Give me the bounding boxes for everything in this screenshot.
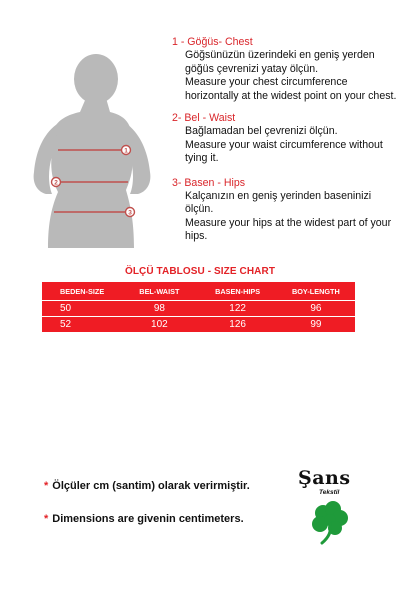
hips-heading: 3- Basen - Hips	[172, 176, 246, 189]
note-asterisk: *	[44, 480, 49, 492]
chest-instruction-tr: Göğsünüzün üzerindeki en geniş yerden göğüs çevrenizi yatay ölçün.	[185, 49, 375, 75]
hips-instruction-en: Measure your hips at the widest part of your hips.	[185, 216, 392, 243]
marker-2	[52, 178, 61, 187]
header-length: BOY-LENGTH	[277, 282, 355, 301]
cell-waist: 98	[153, 303, 165, 314]
header-size: BEDEN-SIZE	[42, 282, 120, 301]
cell-hips: 126	[199, 317, 277, 333]
silhouette-body	[48, 98, 134, 248]
svg-text:3: 3	[128, 209, 132, 217]
brand-logo-word: Şans	[298, 467, 351, 489]
cell-length: 96	[310, 303, 322, 314]
chest-heading: 1 - Göğüs- Chest	[172, 36, 253, 48]
size-chart-table	[42, 282, 355, 332]
cell-size: 50	[60, 303, 72, 314]
table-row	[42, 317, 355, 333]
clover-icon	[308, 500, 354, 546]
chest-instruction-en: Measure your chest circumference horizontally at the widest point on your chest.	[185, 76, 397, 102]
note-english	[44, 513, 244, 525]
table-row	[42, 301, 355, 317]
waist-heading: 2- Bel - Waist	[172, 112, 236, 125]
hips-instruction-tr: Kalçanızın en geniş yerinden baseninizi ölçün.	[185, 190, 372, 216]
cell-hips: 122	[229, 303, 246, 314]
note-turkish	[44, 480, 250, 492]
brand-logo-sub: Tekstil	[319, 489, 340, 496]
marker-3	[126, 208, 135, 217]
cell-length: 99	[277, 317, 355, 333]
svg-text:2: 2	[54, 179, 58, 187]
note-asterisk: *	[44, 513, 49, 525]
silhouette-head	[74, 54, 118, 104]
header-hips: BASEN-HIPS	[199, 282, 277, 301]
cell-size: 52	[42, 317, 120, 333]
svg-text:1: 1	[124, 147, 128, 155]
size-chart-title: ÖLÇÜ TABLOSU - SIZE CHART	[124, 266, 276, 277]
waist-instruction-en: Measure your waist circumference without tying it.	[185, 138, 383, 165]
measurement-instructions	[172, 36, 397, 244]
body-silhouette-figure	[22, 52, 162, 248]
note-text: Dimensions are givenin centimeters.	[52, 513, 244, 525]
header-waist: BEL-WAIST	[120, 282, 198, 301]
waist-instruction-tr: Bağlamadan bel çevrenizi ölçün.	[185, 125, 338, 138]
cell-waist: 102	[120, 317, 198, 333]
marker-1	[122, 146, 131, 155]
note-text: Ölçüler cm (santim) olarak verirmiştir.	[52, 480, 250, 492]
size-chart-header-row	[42, 282, 355, 301]
